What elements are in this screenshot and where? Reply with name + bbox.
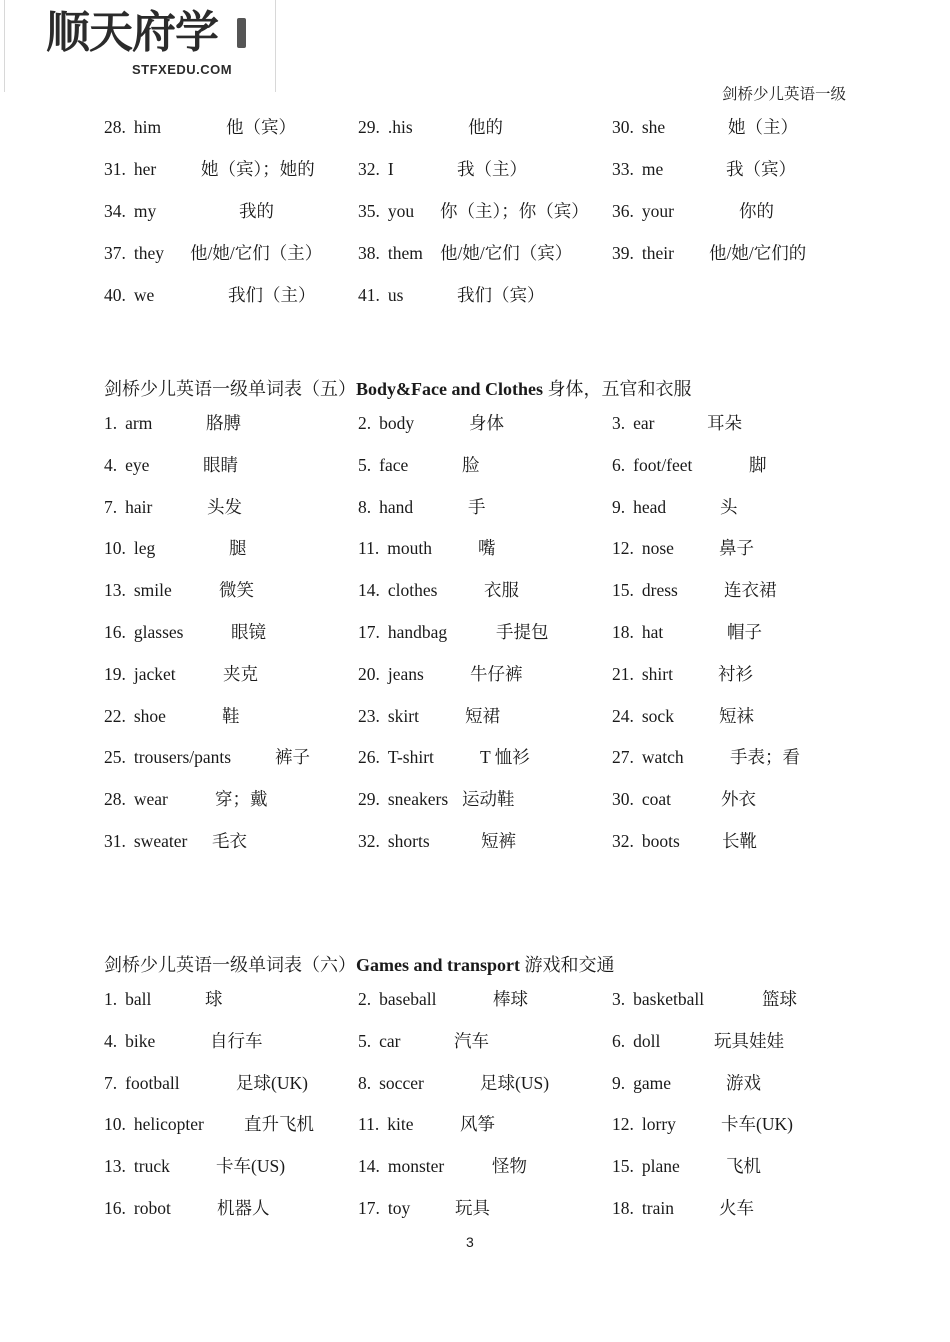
entry-english: we (133, 285, 155, 305)
entry-english: hat (641, 622, 664, 642)
entry-chinese: 牛仔裤 (470, 663, 523, 684)
entry-number: 23. (358, 705, 380, 726)
entry-chinese: 帽子 (727, 622, 762, 642)
entry-chinese: 穿；戴 (215, 789, 268, 810)
page-header: 剑桥少儿英语一级 (721, 86, 846, 103)
entry-english: you (387, 201, 415, 221)
vocab-entry (104, 1111, 314, 1137)
entry-number: 14. (358, 580, 380, 601)
entry-chinese: 裤子 (275, 747, 310, 768)
vocab-entry (104, 535, 247, 561)
vocab-row (104, 410, 864, 436)
vocab-entry (358, 198, 589, 224)
entry-number: 1. (104, 413, 118, 433)
entry-chinese: 衬衫 (718, 663, 753, 684)
vocab-entry (104, 703, 240, 729)
vocab-entry (358, 1195, 490, 1221)
vocab-entry (358, 535, 496, 561)
entry-number: 19. (104, 663, 126, 684)
vocab-entry (358, 156, 527, 182)
vocab-entry (104, 661, 258, 687)
vocab-entry (104, 282, 316, 308)
vocab-entry (104, 1028, 263, 1054)
vocab-entry (612, 1111, 793, 1137)
entry-english: handbag (387, 622, 448, 642)
entry-chinese: 头发 (207, 496, 242, 517)
entry-chinese: 棒球 (493, 989, 528, 1009)
vocab-row (104, 282, 864, 308)
entry-number: 36. (612, 201, 634, 221)
vocab-entry (104, 619, 266, 645)
entry-english: they (133, 243, 165, 263)
entry-chinese: 他/她/它们（主） (190, 243, 323, 263)
vocab-entry (612, 156, 796, 182)
entry-english: T-shirt (387, 747, 434, 768)
entry-english: plane (641, 1156, 680, 1177)
entry-number: 6. (612, 454, 626, 475)
vocab-entry (104, 494, 242, 520)
entry-english: hand (379, 496, 414, 517)
entry-english: wear (133, 789, 168, 810)
entry-english: jacket (133, 663, 176, 684)
vocab-row (104, 535, 864, 561)
vocab-entry (612, 619, 762, 645)
entry-chinese: 飞机 (726, 1156, 761, 1177)
vocab-entry (104, 410, 241, 436)
vocab-entry (104, 114, 296, 140)
vocab-entry (612, 661, 753, 687)
entry-number: 8. (358, 1072, 372, 1093)
entry-number: 18. (612, 1198, 634, 1218)
entry-chinese: 玩具娃娃 (714, 1030, 784, 1051)
entry-chinese: 我的 (239, 201, 274, 221)
entry-english: helicopter (133, 1114, 204, 1135)
vocab-entry (104, 198, 274, 224)
entry-number: 16. (104, 1198, 126, 1218)
entry-chinese: 毛衣 (212, 831, 247, 851)
vocab-row (104, 1070, 864, 1096)
entry-chinese: 嘴 (478, 538, 496, 559)
entry-english: toy (387, 1198, 411, 1218)
vocab-row (104, 494, 864, 520)
vocab-entry (612, 1070, 761, 1096)
entry-number: 14. (358, 1156, 380, 1177)
entry-number: 18. (612, 622, 634, 642)
entry-chinese: 短袜 (719, 705, 754, 726)
entry-number: 15. (612, 1156, 634, 1177)
entry-chinese: 玩具 (455, 1198, 490, 1218)
entry-number: 5. (358, 1030, 372, 1051)
entry-number: 6. (612, 1030, 626, 1051)
vocab-entry (612, 1195, 754, 1221)
entry-chinese: 她（主） (728, 117, 798, 137)
entry-chinese: 手 (468, 496, 486, 517)
entry-chinese: 你（主）；你（宾） (440, 201, 589, 221)
vocab-row (104, 1111, 864, 1137)
entry-english: bike (125, 1030, 156, 1051)
vocab-entry (612, 1153, 761, 1179)
entry-english: shorts (387, 831, 430, 851)
entry-chinese: 我（主） (457, 159, 527, 179)
vocab-entry (104, 577, 254, 603)
entry-chinese: 自行车 (210, 1030, 263, 1051)
entry-chinese: 微笑 (219, 580, 254, 601)
entry-chinese: 我们（主） (228, 285, 316, 305)
vocab-entry (358, 703, 500, 729)
entry-english: boots (641, 831, 680, 851)
entry-english: clothes (387, 580, 438, 601)
entry-number: 20. (358, 663, 380, 684)
entry-english: shoe (133, 705, 166, 726)
entry-number: 41. (358, 285, 380, 305)
vocab-entry (358, 410, 504, 436)
entry-english: hair (125, 496, 153, 517)
entry-english: truck (133, 1156, 170, 1177)
entry-english: your (641, 201, 674, 221)
vocab-entry (358, 577, 519, 603)
section-title-games-transport: 剑桥少儿英语一级单词表（六）Games and transport 游戏和交通 (104, 955, 615, 975)
vocab-entry (104, 1153, 286, 1179)
entry-english: foot/feet (633, 454, 693, 475)
entry-number: 31. (104, 831, 126, 851)
entry-number: 13. (104, 1156, 126, 1177)
entry-chinese: 耳朵 (707, 413, 742, 433)
entry-chinese: 她（宾）；她的 (201, 159, 315, 179)
vocab-entry (104, 986, 223, 1012)
entry-english: ball (125, 989, 152, 1009)
entry-number: 8. (358, 496, 372, 517)
entry-number: 33. (612, 159, 634, 179)
entry-chinese: 短裤 (481, 831, 516, 851)
entry-number: 5. (358, 454, 372, 475)
header-divider-left (4, 0, 5, 92)
entry-chinese: 长靴 (722, 831, 757, 851)
entry-number: 13. (104, 580, 126, 601)
vocab-row (104, 986, 864, 1012)
entry-chinese: 他/她/它们的 (709, 243, 807, 263)
vocab-entry (358, 494, 486, 520)
entry-number: 12. (612, 538, 634, 559)
logo (44, 6, 254, 82)
entry-number: 2. (358, 989, 372, 1009)
vocab-entry (612, 577, 777, 603)
vocab-row (104, 661, 864, 687)
entry-number: 12. (612, 1114, 634, 1135)
entry-english: kite (387, 1114, 414, 1135)
entry-number: 28. (104, 117, 126, 137)
entry-number: 31. (104, 159, 126, 179)
entry-number: 35. (358, 201, 380, 221)
entry-number: 17. (358, 1198, 380, 1218)
vocab-entry (612, 535, 754, 561)
vocab-row (104, 619, 864, 645)
vocab-entry (104, 1195, 270, 1221)
logo-url: STFXEDU.COM (132, 62, 233, 77)
entry-english: I (387, 159, 394, 179)
entry-chinese: 身体 (469, 413, 504, 433)
vocab-entry (612, 240, 807, 266)
entry-chinese: 手表；看 (730, 747, 800, 768)
entry-number: 9. (612, 496, 626, 517)
vocab-row (104, 1028, 864, 1054)
vocab-entry (358, 1070, 550, 1096)
vocab-entry (612, 452, 767, 478)
entry-number: 11. (358, 538, 380, 559)
entry-chinese: 足球(US) (480, 1072, 550, 1093)
entry-english: basketball (633, 989, 705, 1009)
vocab-entry (612, 114, 798, 140)
entry-number: 40. (104, 285, 126, 305)
vocab-row (104, 703, 864, 729)
vocab-row (104, 786, 864, 812)
entry-chinese: 衣服 (484, 580, 519, 601)
entry-chinese: 怪物 (492, 1156, 527, 1177)
vocab-entry (612, 986, 797, 1012)
vocab-entry (612, 1028, 784, 1054)
entry-number: 25. (104, 747, 126, 768)
entry-english: sock (641, 705, 674, 726)
entry-number: 10. (104, 1114, 126, 1135)
entry-chinese: 游戏 (726, 1072, 761, 1093)
entry-chinese: T 恤衫 (480, 747, 530, 768)
vocab-entry (358, 240, 573, 266)
entry-number: 24. (612, 705, 634, 726)
entry-number: 29. (358, 789, 380, 810)
entry-english: him (133, 117, 162, 137)
vocab-row (104, 156, 864, 182)
entry-number: 9. (612, 1072, 626, 1093)
entry-number: 21. (612, 663, 634, 684)
entry-english: she (641, 117, 666, 137)
entry-english: soccer (379, 1072, 424, 1093)
entry-number: 1. (104, 989, 118, 1009)
vocab-row (104, 828, 864, 854)
entry-chinese: 卡车(US) (216, 1156, 286, 1177)
entry-number: 29. (358, 117, 380, 137)
entry-english: nose (641, 538, 674, 559)
entry-chinese: 短裙 (465, 705, 500, 726)
vocab-row (104, 577, 864, 603)
vocab-entry (358, 661, 523, 687)
entry-english: glasses (133, 622, 184, 642)
entry-chinese: 他/她/它们（宾） (440, 243, 573, 263)
entry-english: mouth (387, 538, 432, 559)
vocab-entry (358, 114, 503, 140)
vocab-entry (612, 786, 756, 812)
entry-number: 7. (104, 496, 118, 517)
entry-english: leg (133, 538, 156, 559)
entry-english: their (641, 243, 674, 263)
vocab-entry (358, 1153, 527, 1179)
entry-chinese: 我（宾） (726, 159, 796, 179)
vocab-entry (358, 452, 480, 478)
vocab-entry (104, 452, 238, 478)
entry-english: my (133, 201, 157, 221)
entry-number: 37. (104, 243, 126, 263)
entry-chinese: 火车 (719, 1198, 754, 1218)
entry-number: 28. (104, 789, 126, 810)
entry-chinese: 脚 (749, 454, 767, 475)
vocab-entry (358, 282, 545, 308)
entry-number: 4. (104, 1030, 118, 1051)
entry-english: car (379, 1030, 401, 1051)
entry-number: 38. (358, 243, 380, 263)
header-divider-right (275, 0, 276, 92)
vocab-entry (612, 744, 800, 770)
entry-number: 7. (104, 1072, 118, 1093)
entry-english: watch (641, 747, 684, 768)
entry-chinese: 你的 (739, 201, 774, 221)
vocab-row (104, 114, 864, 140)
entry-english: train (641, 1198, 674, 1218)
entry-chinese: 足球(UK) (236, 1072, 308, 1093)
entry-english: robot (133, 1198, 171, 1218)
entry-chinese: 眼镜 (231, 622, 266, 642)
vocab-entry (612, 410, 742, 436)
vocab-entry (612, 198, 774, 224)
entry-english: sneakers (387, 789, 449, 810)
page-number: 3 (466, 1234, 474, 1250)
logo-seal-icon (237, 18, 246, 48)
entry-number: 27. (612, 747, 634, 768)
entry-chinese: 连衣裙 (724, 580, 777, 601)
entry-number: 30. (612, 789, 634, 810)
entry-chinese: 他（宾） (226, 117, 296, 137)
entry-number: 34. (104, 201, 126, 221)
entry-chinese: 手提包 (496, 622, 549, 642)
vocab-entry (104, 240, 323, 266)
entry-chinese: 运动鞋 (462, 789, 515, 810)
entry-number: 2. (358, 413, 372, 433)
vocab-entry (104, 786, 268, 812)
vocab-entry (358, 744, 530, 770)
entry-english: head (633, 496, 667, 517)
entry-chinese: 头 (720, 496, 738, 517)
entry-number: 3. (612, 989, 626, 1009)
entry-chinese: 机器人 (217, 1198, 270, 1218)
vocab-row (104, 198, 864, 224)
entry-chinese: 卡车(UK) (721, 1114, 793, 1135)
entry-english: them (387, 243, 423, 263)
vocab-entry (358, 986, 528, 1012)
entry-english: body (379, 413, 415, 433)
vocab-entry (104, 744, 310, 770)
logo-text: 顺天府学 (46, 7, 218, 58)
vocab-entry (104, 156, 315, 182)
entry-english: arm (125, 413, 153, 433)
vocab-row (104, 240, 864, 266)
entry-chinese: 胳膊 (206, 413, 241, 433)
entry-chinese: 篮球 (762, 989, 797, 1009)
entry-chinese: 我们（宾） (457, 285, 545, 305)
entry-number: 30. (612, 117, 634, 137)
entry-number: 32. (358, 159, 380, 179)
entry-english: face (379, 454, 409, 475)
entry-number: 16. (104, 622, 126, 642)
entry-english: lorry (641, 1114, 676, 1135)
vocab-entry (358, 786, 515, 812)
entry-number: 22. (104, 705, 126, 726)
entry-english: football (125, 1072, 180, 1093)
entry-chinese: 眼睛 (203, 454, 238, 475)
vocab-entry (358, 1028, 489, 1054)
entry-number: 17. (358, 622, 380, 642)
entry-english: doll (633, 1030, 661, 1051)
entry-number: 39. (612, 243, 634, 263)
vocab-entry (104, 1070, 308, 1096)
entry-english: game (633, 1072, 672, 1093)
vocab-entry (104, 828, 247, 854)
vocab-entry (612, 494, 738, 520)
entry-chinese: 脸 (462, 454, 480, 475)
entry-english: dress (641, 580, 678, 601)
vocab-entry (358, 619, 549, 645)
entry-chinese: 球 (205, 989, 223, 1009)
vocab-entry (358, 828, 516, 854)
section-title-body-clothes: 剑桥少儿英语一级单词表（五）Body&Face and Clothes 身体，五官和衣服 (104, 379, 692, 399)
vocab-entry (358, 1111, 495, 1137)
entry-chinese: 鼻子 (719, 538, 754, 559)
entry-number: 32. (612, 831, 634, 851)
entry-english: ear (633, 413, 655, 433)
entry-english: smile (133, 580, 172, 601)
entry-chinese: 外衣 (721, 789, 756, 810)
entry-number: 15. (612, 580, 634, 601)
entry-english: eye (125, 454, 150, 475)
vocab-entry (612, 703, 754, 729)
entry-english: her (133, 159, 157, 179)
entry-number: 32. (358, 831, 380, 851)
entry-chinese: 鞋 (222, 705, 240, 726)
entry-english: me (641, 159, 664, 179)
entry-chinese: 夹克 (223, 663, 258, 684)
vocab-entry (612, 828, 757, 854)
entry-number: 11. (358, 1114, 380, 1135)
entry-english: monster (387, 1156, 445, 1177)
vocab-row (104, 452, 864, 478)
vocab-row (104, 744, 864, 770)
entry-chinese: 直升飞机 (244, 1114, 314, 1135)
entry-english: trousers/pants (133, 747, 232, 768)
entry-english: shirt (641, 663, 673, 684)
entry-number: 10. (104, 538, 126, 559)
entry-number: 4. (104, 454, 118, 475)
entry-english: baseball (379, 989, 437, 1009)
entry-chinese: 汽车 (454, 1030, 489, 1051)
entry-english: skirt (387, 705, 419, 726)
entry-chinese: 风筝 (460, 1114, 495, 1135)
entry-chinese: 腿 (229, 538, 247, 559)
entry-english: us (387, 285, 404, 305)
entry-chinese: 他的 (468, 117, 503, 137)
entry-english: .his (387, 117, 413, 137)
entry-number: 3. (612, 413, 626, 433)
entry-number: 26. (358, 747, 380, 768)
entry-english: coat (641, 789, 672, 810)
entry-english: jeans (387, 663, 424, 684)
entry-english: sweater (133, 831, 188, 851)
vocab-row (104, 1153, 864, 1179)
vocab-row (104, 1195, 864, 1221)
